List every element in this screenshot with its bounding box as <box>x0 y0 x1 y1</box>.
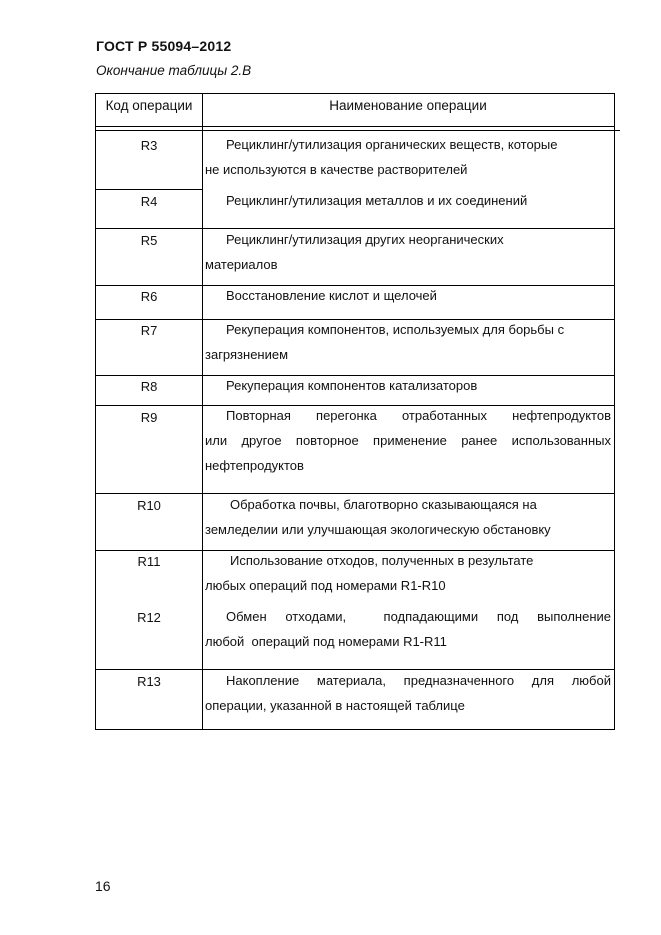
row-text-line: Повторная перегонка отработанных нефтепродуктов <box>226 408 611 423</box>
row-code: R13 <box>137 674 161 689</box>
row-code: R7 <box>140 323 158 338</box>
row-text-line: операции, указанной в настоящей таблице <box>205 698 465 713</box>
row-text-line: Использование отходов, полученных в результате <box>230 553 534 568</box>
row-text-line: Рекуперация компонентов, используемых для борьбы с <box>226 322 565 337</box>
row-text-line: материалов <box>205 257 278 272</box>
operations-table <box>95 93 615 730</box>
row-text-line: загрязнением <box>205 347 289 362</box>
row-code: R4 <box>140 194 158 209</box>
row-code: R11 <box>137 554 161 569</box>
row-text-line: земледелии или улучшающая экологическую обстановку <box>205 522 551 537</box>
column-divider <box>202 94 203 729</box>
header-rule-2 <box>96 130 620 131</box>
row-code: R9 <box>140 410 158 425</box>
row-text-line: Рециклинг/утилизация металлов и их соединений <box>226 193 528 208</box>
row-divider <box>96 189 202 190</box>
row-code: R6 <box>140 289 158 304</box>
row-text-line: Накопление материала, предназначенного для любой <box>226 673 611 688</box>
header-rule <box>96 126 614 127</box>
row-text-line: не используются в качестве растворителей <box>205 162 468 177</box>
page-number: 16 <box>95 878 111 894</box>
row-code: R5 <box>140 233 158 248</box>
row-text-line: Рециклинг/утилизация других неорганических <box>226 232 504 247</box>
row-code: R3 <box>140 138 158 153</box>
column-header-name: Наименование операции <box>329 98 487 113</box>
row-text-line: любых операций под номерами R1-R10 <box>205 578 446 593</box>
row-code: R8 <box>140 379 158 394</box>
column-header-code: Код операции <box>105 98 193 113</box>
row-text-line: Обмен отходами, подпадающими под выполнение <box>226 609 611 624</box>
row-text-line: Рекуперация компонентов катализаторов <box>226 378 478 393</box>
row-text-line: или другое повторное применение ранее использованных <box>205 433 611 448</box>
row-text-line: любой операций под номерами R1-R11 <box>205 634 447 649</box>
row-code: R12 <box>137 610 161 625</box>
row-text-line: Восстановление кислот и щелочей <box>226 288 437 303</box>
row-text-line: Рециклинг/утилизация органических веществ, которые <box>226 137 558 152</box>
table-caption: Окончание таблицы 2.В <box>96 63 252 78</box>
document-standard-number: ГОСТ Р 55094–2012 <box>96 38 232 54</box>
row-code: R10 <box>137 498 161 513</box>
row-text-line: Обработка почвы, благотворно сказывающаяся на <box>230 497 537 512</box>
row-text-line: нефтепродуктов <box>205 458 304 473</box>
